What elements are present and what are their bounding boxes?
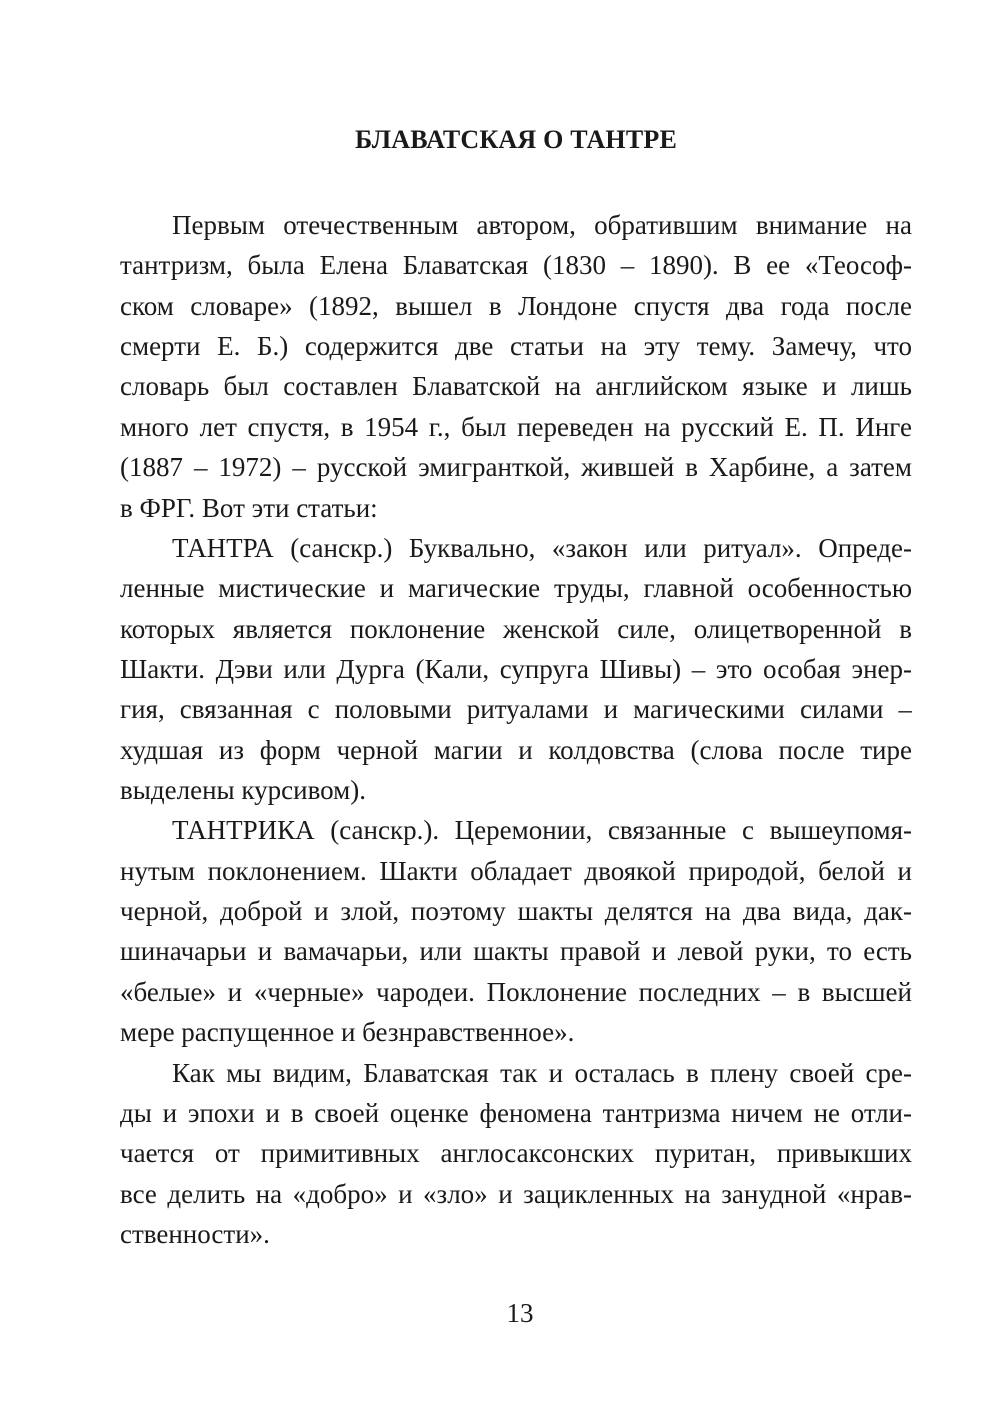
text-line: «белые» и «черные» чародеи. Поклонение последних – в высшей <box>120 976 912 1007</box>
text-line: тантризм, была Елена Блаватская (1830 – 1890). В ее «Теософ- <box>120 250 912 281</box>
page-title: БЛАВАТСКАЯ О ТАНТРЕ <box>354 125 678 154</box>
text-line: Шакти. Дэви или Дурга (Кали, супруга Шивы) – это особая энер- <box>120 653 912 684</box>
text-line: шиначарьи и вамачарьи, или шакты правой и левой руки, то есть <box>120 936 912 967</box>
paragraph-3 <box>120 810 912 1052</box>
body-text <box>120 205 912 1254</box>
text-line: худшая из форм черной магии и колдовства (слова после тире <box>120 734 912 765</box>
text-line: Как мы видим, Блаватская так и осталась в плену своей сре- <box>172 1057 912 1088</box>
paragraph-1 <box>120 205 912 528</box>
text-line: словарь был составлен Блаватской на английском языке и лишь <box>120 371 912 402</box>
text-line: ды и эпохи и в своей оценке феномена тантризма ничем не отли- <box>120 1097 912 1128</box>
paragraph-2 <box>120 528 912 811</box>
text-line: ТАНТРА (санскр.) Буквально, «закон или ритуал». Опреде- <box>172 532 912 563</box>
text-line: чается от примитивных англосаксонских пуритан, привыкших <box>120 1138 912 1169</box>
text-line: мере распущенное и безнравственное». <box>120 1017 575 1048</box>
text-line: (1887 – 1972) – русской эмигранткой, жившей в Харбине, а затем <box>120 452 912 483</box>
text-line: черной, доброй и злой, поэтому шакты делятся на два вида, дак- <box>120 896 912 927</box>
text-line: ском словаре» (1892, вышел в Лондоне спустя два года после <box>120 290 912 321</box>
text-line: смерти Е. Б.) содержится две статьи на эту тему. Замечу, что <box>120 331 912 362</box>
text-line: много лет спустя, в 1954 г., был переведен на русский Е. П. Инге <box>120 411 912 442</box>
text-line: нутым поклонением. Шакти обладает двоякой природой, белой и <box>120 855 912 886</box>
text-line: ственности». <box>120 1218 270 1249</box>
text-line: гия, связанная с половыми ритуалами и магическими силами – <box>120 694 912 725</box>
text-line: выделены курсивом). <box>120 775 366 806</box>
paragraph-4 <box>120 1053 912 1255</box>
text-line: в ФРГ. Вот эти статьи: <box>120 492 378 523</box>
text-line: ТАНТРИКА (санскр.). Церемонии, связанные с вышеупомя- <box>172 815 912 846</box>
text-line: которых является поклонение женской силе, олицетворенной в <box>120 613 912 644</box>
text-line: ленные мистические и магические труды, главной особенностью <box>120 573 912 604</box>
text-line: все делить на «добро» и «зло» и зацикленных на занудной «нрав- <box>120 1178 912 1209</box>
text-line: Первым отечественным автором, обратившим внимание на <box>172 210 912 240</box>
page-number: 13 <box>506 1298 534 1328</box>
